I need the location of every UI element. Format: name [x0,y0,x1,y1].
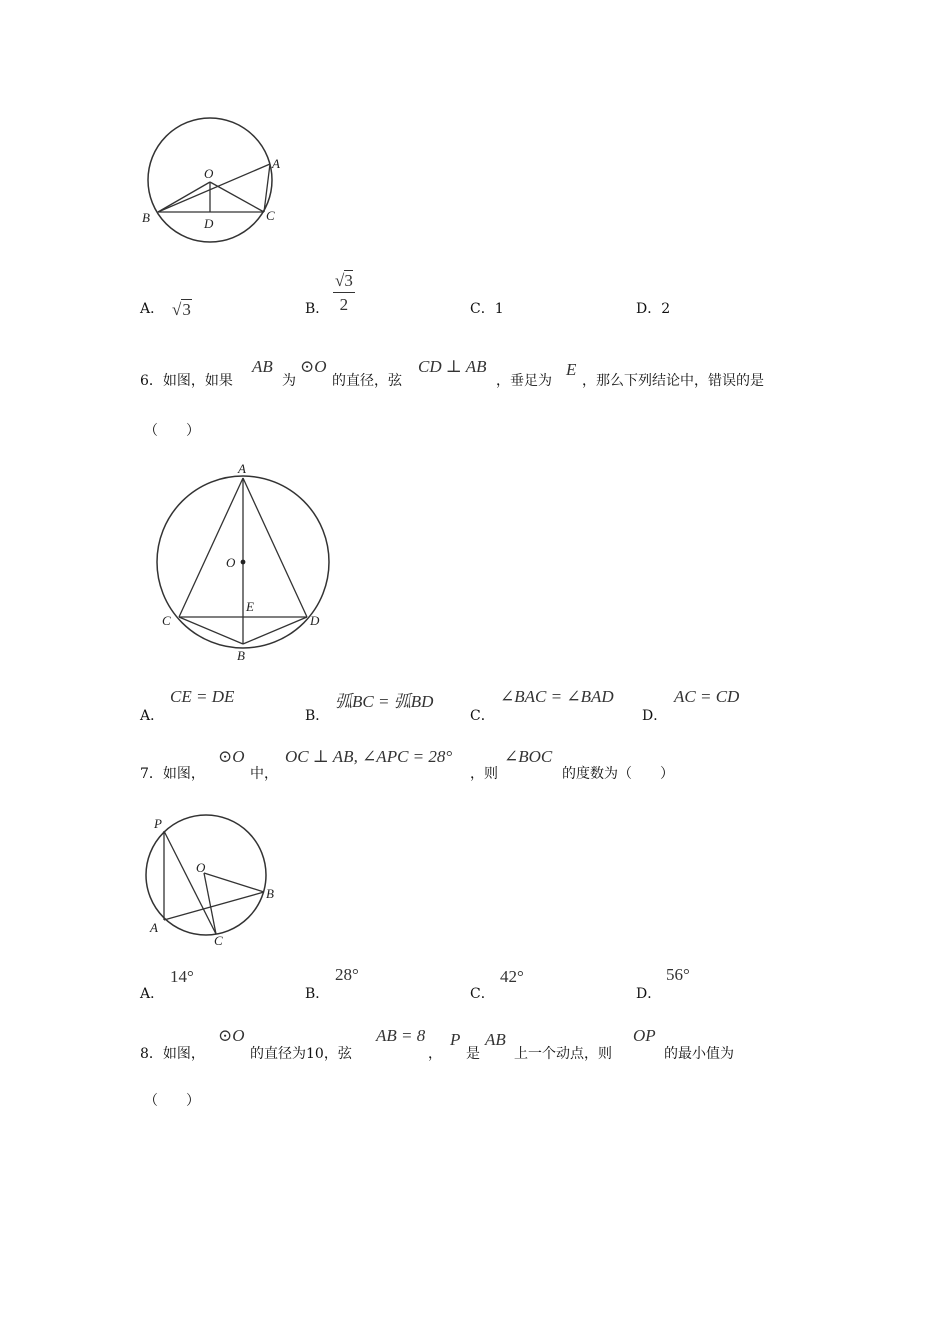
q6-math-circle-o: ⊙O [300,357,327,376]
sqrt-sign-icon: √ [172,300,182,319]
q8-math-ab-eq-8: AB = 8 [376,1026,426,1045]
label-e: E [246,599,254,614]
q7-option-d-value: 56° [666,965,690,984]
label-a: A [238,461,246,476]
segment-oc [210,182,264,212]
sqrt-sign-icon: √ [335,271,345,290]
q6-math-e: E [566,360,577,379]
option-letter: B． [305,301,330,317]
q8-text-diameter: 的直径为10，弦 [250,1046,352,1062]
label-o: O [196,860,206,875]
label-a: A [272,156,280,171]
q7-option-a-value: 14° [170,967,194,986]
figure-q7 [140,812,285,947]
q6-option-c: C． [470,708,495,724]
figure-q5 [130,112,300,252]
q7-number: 7．如图， [140,766,205,782]
segment-ad [243,478,307,617]
q7-math-boc: ∠BOC [504,747,553,766]
q6-math-perp: CD ⊥ AB [418,357,487,376]
q6-number: 6．如图，如果 [140,373,233,389]
segment-db [243,617,307,644]
label-d: D [204,216,214,231]
q6-text-diameter: 的直径，弦 [332,373,402,389]
q6-option-a-value: CE = DE [170,687,235,706]
q8-math-circle-o: ⊙O [218,1026,245,1045]
q8-answer-paren: （ ） [144,1093,200,1109]
segment-ba [158,164,270,212]
q5-option-b [305,298,329,318]
figure-q6 [150,455,340,665]
label-p: P [154,816,162,831]
segment-cb [179,617,243,644]
q7-text-rest: 的度数为（ ） [562,766,674,782]
label-c: C [162,613,171,628]
q7-option-b: B． [305,986,330,1002]
q8-number: 8．如图， [140,1046,205,1062]
sqrt-radicand: 3 [344,271,353,290]
q6-option-b: B． [305,708,330,724]
label-d: D [310,613,320,628]
segment-ob [204,873,264,892]
label-b: B [237,648,245,663]
segment-pc [164,831,216,934]
q6-option-d-value: AC = CD [674,687,740,706]
q7-option-b-value: 28° [335,965,359,984]
q7-math-condition: OC ⊥ AB, ∠APC = 28° [285,747,453,766]
option-letter: A． [140,301,165,317]
fraction-denominator: 2 [339,295,349,314]
q8-text-comma: ， [428,1046,442,1062]
q5-option-a-value [172,300,192,320]
q6-option-b-value: 弧BC = 弧BD [335,692,434,711]
sqrt-radicand: 3 [182,300,191,319]
label-c: C [266,208,275,223]
segment-ob [158,182,210,212]
q7-option-c: C． [470,986,495,1002]
q6-option-d: D． [642,708,668,724]
q8-math-p: P [450,1030,461,1049]
q6-option-c-value: ∠BAC = ∠BAD [500,687,614,706]
q5-option-c: C．1 [470,301,504,317]
label-b: B [142,210,150,225]
q5-option-d: D．2 [636,301,671,317]
q7-option-a: A． [140,986,165,1002]
q8-text-rest: 的最小值为 [664,1046,734,1062]
label-o: O [226,555,236,570]
label-o: O [204,166,214,181]
q7-text-zhong: 中， [250,766,278,782]
q8-text-moving: 上一个动点，则 [514,1046,612,1062]
q6-text-rest: ，那么下列结论中，错误的是 [582,373,764,389]
q7-text-ze: ，则 [470,766,498,782]
q5-option-a [140,298,164,318]
center-point [241,560,246,565]
q6-math-ab: AB [252,357,273,376]
q8-math-ab: AB [485,1030,506,1049]
label-a: A [150,920,158,935]
q6-option-a: A． [140,708,165,724]
q7-option-d: D． [636,986,662,1002]
q7-math-circle-o: ⊙O [218,747,245,766]
q6-answer-paren: （ ） [144,423,200,439]
q5-option-b-fraction [333,271,355,315]
q8-math-op: OP [633,1026,656,1045]
label-c: C [214,933,223,947]
q6-text-foot: ，垂足为 [496,373,552,389]
fraction-numerator [333,271,355,293]
q6-text-wei: 为 [282,373,296,389]
segment-oc [204,873,216,934]
q7-option-c-value: 42° [500,967,524,986]
label-b: B [266,886,274,901]
segment-ac [179,478,243,617]
q8-text-shi: 是 [466,1046,480,1062]
